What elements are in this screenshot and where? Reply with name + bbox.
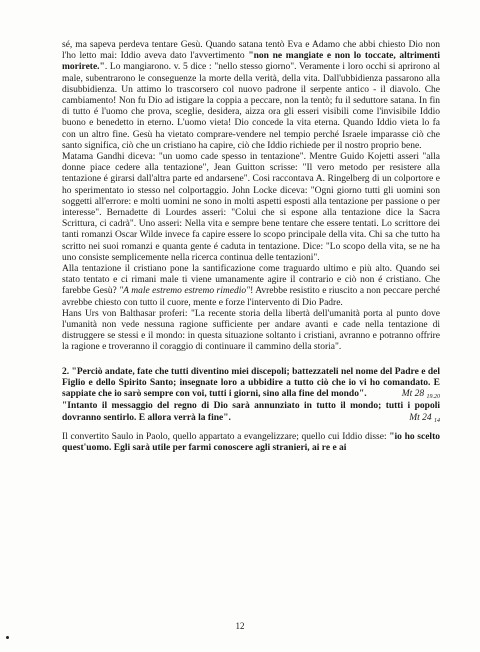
bible-reference: Mt 24 $_{14}$	[409, 412, 440, 424]
document-page	[62, 40, 440, 454]
paragraph-1: sé, ma sapeva perdeva tentare Gesù. Quando satana tentò Eva e Adamo che abbi chiesto Dio non l'ho letto mai: Iddio aveva dato l'avvertimento "non ne mangiate e non lo toccate, altrimenti morirete.". Lo mangiarono. v. 5 dice : "nello stesso giorno". Veramente i loro occhi si aprirono al male, subentrarono le conseguenze la morte della verità, della vita. Dall'ubbidienza passarono alla disubbidienza. Un attimo lo trascorsero col nuovo padrone il serpente antico - il diavolo. Che cambiamento! Non fu Dio ad istigare la coppia a peccare, non la tentò; fu il seduttore satana. In fin di tutto é l'uomo che prova, sceglie, desidera, aizza ora gli esseri visibili come l'invisibile Iddio buono e benedetto in eterno. L'uomo vieta! Dio concede la vita eterna. Quando Iddio vieta lo fa con un altro fine. Gesù ha vietato comprare-vendere nel tempio perché Israele imparasse ciò che santo significa, ciò che un cristiano ha capire, ciò che Iddio richiede per il nostro proprio bene.	[62, 40, 440, 151]
quote-text: "Intanto il messaggio del regno di Dio sarà annunziato in tutto il mondo; tutti i popoli dovranno sentirlo. E allora verrà la fine".	[62, 401, 440, 423]
bible-reference: Mt 28 $_{19.20}$	[401, 389, 440, 401]
section-2-quote-1	[62, 367, 440, 401]
section-2-quote-2	[62, 401, 440, 423]
quote-text: 2. "Perciò andate, fate che tutti diventino miei discepoli; battezzateli nel nome del Padre e del Figlio e dello Spirito Santo; insegnate loro a ubbidire a tutto ciò che io vi ho comandato. E sappiate che io sarò sempre con voi, tutti i giorni, sino alla fine del mondo".	[62, 366, 440, 400]
paragraph-3: Alla tentazione il cristiano pone la santificazione come traguardo ultimo e più alto. Quando sei stato tentato e ci rimani male ti viene umanamente agire il contrario e ciò non é cristiano. Che farebbe Gesù? "A male estremo estremo rimedio"! Avrebbe resistito e riuscito a non peccare perché avrebbe chiesto con tutto il cuore, mente e forze l'intervento di Dio Padre.	[62, 264, 441, 308]
page-number: 12	[235, 621, 245, 631]
paragraph-4: Hans Urs von Balthasar proferi: "La recente storia della libertà dell'umanità porta al punto dove l'umanità non vede nessuna ragione sufficiente per andare avanti e cade nella tentazione di distruggere se stessi e il mondo: in questa situazione soltanto i cristiani, avranno e potranno offrire la ragione e troveranno il coraggio di continuare il cammino della storia".	[62, 308, 440, 353]
paragraph-2: Matama Gandhi diceva: "un uomo cade spesso in tentazione". Mentre Guido Kojetti asseri "alla donne piace cedere alla tentazione", Jean Guitton scrisse: "Il vero metodo per resistere alla tentazione é girarsi dall'altra parte ed andarsene". Cosi raccontava A. Ringelberg di un colportore e ho sperimentato io stesso nel colportaggio. John Locke diceva: "Ogni giorno tutti gli uomini son soggetti all'errore: e molti uomini ne sono in molti aspetti esposti alla tentazione per passione o per interesse". Bernadette di Lourdes asseri: "Colui che si espone alla tentazione dice la Sacra Scrittura, ci cadrà". Uno asseri: Nella vita e sempre bene tentare che essere tentati. Lo scrittore dei tanti romanzi Oscar Wilde invece fa capire essere lo scopo principale della vita. Chi sa che tutto ha scritto nei suoi romanzi e quanta gente é caduta in tentazione. Dice: "Lo scopo della vita, se ne ha uno consiste semplicemente nella ricerca continua delle tentazioni".	[62, 152, 440, 263]
paragraph-last: Il convertito Saulo in Paolo, quello appartato a evangelizzare; quello cui Iddio disse: "io ho scelto quest'uomo. Egli sarà utile per farmi conoscere agli stranieri, ai re e ai	[62, 431, 440, 453]
scan-mark	[6, 636, 9, 639]
